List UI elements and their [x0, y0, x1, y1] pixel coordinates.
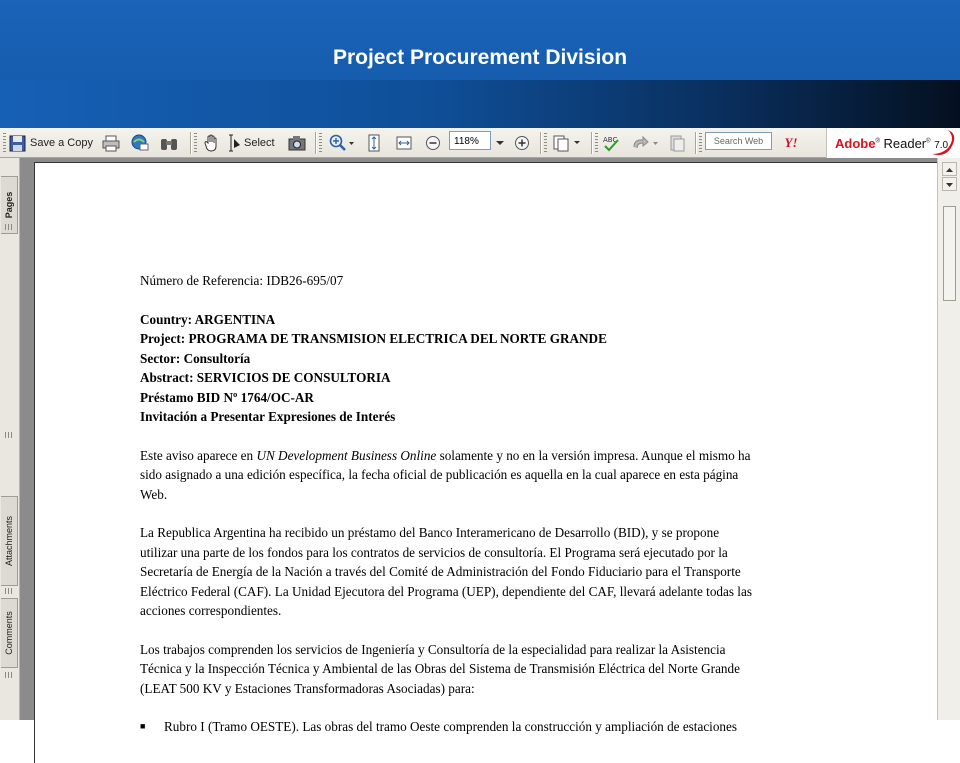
adobe-reader-logo: Adobe® Reader® 7.0 — [835, 136, 949, 151]
search-web-input[interactable]: Search Web — [705, 132, 772, 150]
paragraph-line: (LEAT 500 KV y Estaciones Transformadoras Asociadas) para: — [140, 680, 475, 696]
loan-line: Préstamo BID Nº 1764/OC-AR — [140, 389, 314, 405]
toolbar-grip[interactable] — [319, 133, 322, 153]
search-button[interactable] — [158, 132, 180, 154]
save-icon — [9, 135, 26, 152]
reference-number: Número de Referencia: IDB26-695/07 — [140, 273, 344, 288]
tab-grip — [5, 224, 13, 230]
paragraph-line: Técnica y la Inspección Técnica y Ambiental de las Obras del Sistema de Transmisión Eléctrica del Norte Grande — [140, 661, 740, 676]
snapshot-button[interactable] — [286, 132, 308, 154]
paragraph-line: Los trabajos comprenden los servicios de Ingeniería y Consultoría de la especialidad para realizar la Asistencia — [140, 641, 726, 657]
scrollbar-thumb[interactable] — [943, 206, 956, 301]
zoom-out-button[interactable] — [423, 132, 443, 154]
tab-grip — [5, 672, 13, 678]
reader-version: 7.0 — [934, 140, 949, 151]
clipboard-button[interactable] — [666, 132, 688, 154]
fit-page-icon — [367, 134, 381, 152]
notice-paragraph — [140, 446, 830, 505]
notice-text: Este aviso aparece en — [140, 447, 257, 463]
toolbar-grip[interactable] — [699, 133, 702, 153]
select-tool-button[interactable] — [227, 132, 281, 154]
adobe-reader-brand — [826, 128, 960, 158]
tab-attachments[interactable] — [1, 496, 18, 586]
paragraph-line: Secretaría de Energía de la Nación a través del Comité de Administración del Fondo Fiduciario para el Transporte — [140, 564, 741, 579]
scope-paragraph — [140, 640, 830, 699]
reader-wordmark: Reader — [883, 136, 927, 151]
slide-title: Project Procurement Division — [332, 46, 628, 69]
binoculars-icon — [160, 135, 178, 151]
tab-grip — [5, 588, 13, 594]
zoom-tool-button[interactable] — [325, 132, 359, 154]
toolbar-separator — [190, 132, 192, 154]
toolbar-separator — [540, 132, 542, 154]
fit-page-button[interactable] — [363, 132, 385, 154]
fit-width-button[interactable] — [393, 132, 415, 154]
notice-line: sido asignado a una edición específica, la fecha oficial de publicación es aquella en la cual aparece en esta página — [140, 467, 739, 482]
toolbar-separator — [591, 132, 593, 154]
adobe-swirl-icon — [928, 128, 958, 158]
chevron-down-icon — [496, 140, 504, 146]
save-copy-button[interactable] — [9, 132, 97, 154]
pdf-page[interactable] — [34, 162, 938, 763]
toolbar-grip[interactable] — [544, 133, 547, 153]
select-label: Select — [244, 137, 275, 149]
notice-line — [140, 446, 830, 466]
arrow-up-icon — [943, 164, 956, 176]
notice-source: UN Development Business Online — [256, 447, 437, 463]
loan-paragraph — [140, 523, 830, 621]
pages-icon — [553, 134, 581, 152]
arrow-down-icon — [943, 179, 956, 191]
bullet-icon: ■ — [140, 721, 146, 731]
project-line: Project: PROGRAMA DE TRANSMISION ELECTRICA DEL NORTE GRANDE — [140, 331, 607, 346]
yahoo-logo-icon: Y! — [784, 135, 798, 150]
hand-tool-button[interactable] — [200, 132, 224, 154]
list-item-text: Rubro I (Tramo OESTE). Las obras del tramo Oeste comprenden la construcción y ampliación de estaciones — [164, 719, 738, 734]
panel-splitter[interactable] — [5, 432, 13, 438]
zoom-in-button[interactable] — [511, 132, 533, 154]
undo-icon — [629, 135, 659, 151]
email-button[interactable] — [129, 132, 151, 154]
print-icon — [102, 135, 120, 152]
zoom-out-icon — [425, 135, 441, 151]
slide-header — [0, 0, 960, 128]
document-view[interactable] — [20, 158, 937, 734]
invitation-line: Invitación a Presentar Expresiones de Interés — [140, 409, 396, 424]
spellcheck-icon — [602, 134, 620, 152]
paragraph-line: acciones correspondientes. — [140, 603, 282, 618]
paragraph-line: La Republica Argentina ha recibido un préstamo del Banco Interamericano de Desarrollo (BID), y se propone — [140, 525, 720, 540]
email-icon — [131, 134, 149, 152]
toolbar-grip[interactable] — [595, 133, 598, 153]
adobe-wordmark: Adobe — [835, 136, 876, 151]
fit-width-icon — [396, 135, 412, 151]
pages-layout-button[interactable] — [550, 132, 584, 154]
notice-line: Web. — [140, 486, 168, 502]
page-content — [140, 271, 830, 737]
list-item — [140, 717, 830, 737]
undo-button[interactable] — [626, 132, 662, 154]
toolbar-grip[interactable] — [3, 133, 6, 153]
zoom-in-icon — [514, 135, 530, 151]
tab-attachments-label: Attachments — [4, 515, 14, 567]
yahoo-search-button[interactable] — [777, 132, 805, 154]
camera-icon — [288, 135, 306, 151]
vertical-scrollbar[interactable] — [937, 158, 960, 720]
abstract-line: Abstract: SERVICIOS DE CONSULTORIA — [140, 370, 391, 385]
country-line: Country: ARGENTINA — [140, 311, 276, 327]
toolbar-separator — [695, 132, 697, 154]
sector-line: Sector: Consultoría — [140, 350, 251, 366]
svg-text:ABC: ABC — [603, 136, 618, 144]
header-gradient-band — [0, 80, 960, 128]
navigation-panel-tabs — [0, 158, 20, 720]
tab-comments[interactable] — [1, 598, 18, 668]
toolbar-grip[interactable] — [194, 133, 197, 153]
print-button[interactable] — [100, 132, 122, 154]
zoom-input[interactable]: 118% — [449, 131, 491, 150]
tab-comments-label: Comments — [4, 611, 14, 655]
select-text-icon — [227, 134, 241, 152]
scroll-top-button[interactable] — [942, 177, 957, 191]
paragraph-line: utilizar una parte de los fondos para los contratos de servicios de consultoría. El Programa será ejecutado por la — [140, 544, 728, 560]
project-header-block — [140, 310, 830, 427]
notice-text: solamente y no en la versión impresa. Aunque el mismo ha — [436, 447, 751, 463]
scroll-up-button[interactable] — [942, 162, 957, 176]
paragraph-line: Eléctrico Federal (CAF). La Unidad Ejecutora del Programa (UEP), dependiente del CAF, llevará adelante todas las — [140, 583, 752, 599]
hand-icon — [204, 134, 220, 152]
tab-pages-label: Pages — [4, 191, 14, 219]
spellcheck-button[interactable] — [600, 132, 622, 154]
clipboard-icon — [669, 134, 685, 152]
zoom-dropdown-button[interactable] — [493, 132, 507, 154]
save-copy-label: Save a Copy — [30, 137, 93, 149]
zoom-tool-icon — [329, 134, 355, 152]
toolbar-separator — [315, 132, 317, 154]
